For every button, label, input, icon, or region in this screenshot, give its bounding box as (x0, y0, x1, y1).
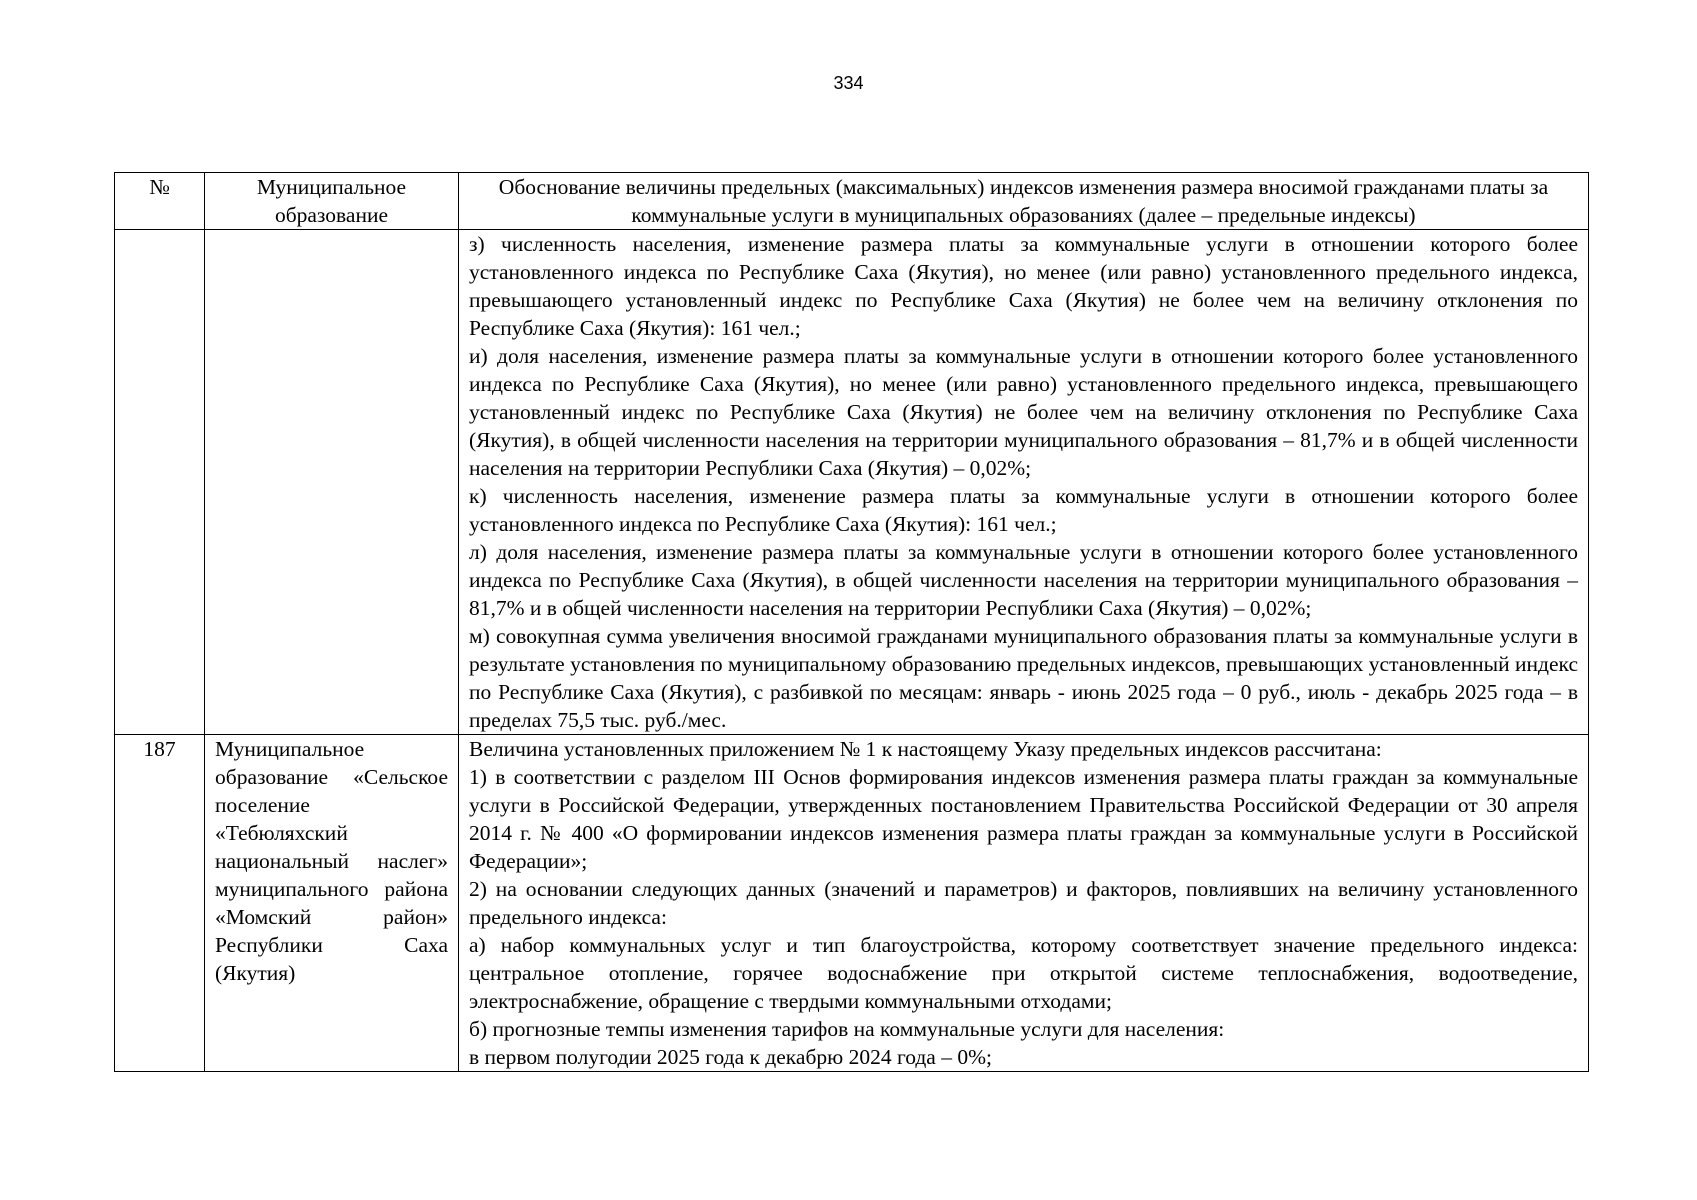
paragraph: 2) на основании следующих данных (значений и параметров) и факторов, повлиявших на величину установленного предельного индекса: (469, 877, 1578, 929)
paragraph: а) набор коммунальных услуг и тип благоустройства, которому соответствует значение предельного индекса: центральное отопление, горячее водоснабжение при открытой системе теплоснабжения, водоотведение, электроснабжение, обращение с твердыми коммунальными отходами; (469, 933, 1578, 1013)
paragraph: б) прогнозные темпы изменения тарифов на коммунальные услуги для населения: (469, 1017, 1225, 1041)
row-justification (459, 735, 1589, 1072)
row-number (115, 230, 205, 735)
row-municipality (205, 230, 459, 735)
table-row (115, 230, 1589, 735)
justification-table (114, 172, 1589, 1072)
header-municipality: Муниципальное образование (205, 173, 459, 230)
paragraph: в первом полугодии 2025 года к декабрю 2024 года – 0%; (469, 1045, 992, 1069)
table-header-row (115, 173, 1589, 230)
paragraph: и) доля населения, изменение размера платы за коммунальные услуги в отношении которого более установленного индекса по Республике Саха (Якутия), но менее (или равно) установленного предельного индекса, превышающего установленный индекс по Республике Саха (Якутия) не более чем на величину отклонения по Республике Саха (Якутия), в общей численности населения на территории муниципального образования – 81,7% и в общей численности населения на территории Республики Саха (Якутия) – 0,02%; (469, 344, 1578, 480)
paragraph: к) численность населения, изменение размера платы за коммунальные услуги в отношении которого более установленного индекса по Республике Саха (Якутия): 161 чел.; (469, 484, 1578, 536)
paragraph: л) доля населения, изменение размера платы за коммунальные услуги в отношении которого более установленного индекса по Республике Саха (Якутия), в общей численности населения на территории муниципального образования – 81,7% и в общей численности населения на территории Республики Саха (Якутия) – 0,02%; (469, 540, 1578, 620)
table-row (115, 735, 1589, 1072)
paragraph: Величина установленных приложением № 1 к настоящему Указу предельных индексов рассчитана: (469, 737, 1382, 761)
paragraph: з) численность населения, изменение размера платы за коммунальные услуги в отношении которого более установленного индекса по Республике Саха (Якутия), но менее (или равно) установленного предельного индекса, превышающего установленный индекс по Республике Саха (Якутия) не более чем на величину отклонения по Республике Саха (Якутия): 161 чел.; (469, 232, 1578, 340)
header-justification: Обоснование величины предельных (максимальных) индексов изменения размера вносимой гражданами платы за коммунальные услуги в муниципальных образованиях (далее – предельные индексы) (459, 173, 1589, 230)
row-justification (459, 230, 1589, 735)
row-number: 187 (115, 735, 205, 1072)
header-number: № (115, 173, 205, 230)
paragraph: 1) в соответствии с разделом III Основ формирования индексов изменения размера платы граждан за коммунальные услуги в Российской Федерации, утвержденных постановлением Правительства Российской Федерации от 30 апреля 2014 г. № 400 «О формировании индексов изменения размера платы граждан за коммунальные услуги в Российской Федерации»; (469, 765, 1578, 873)
row-municipality: Муниципальное образование «Сельское поселение «Тебюляхский национальный наслег» муниципального района «Момский район» Республики Саха (Якутия) (205, 735, 459, 1072)
page-number: 334 (833, 73, 864, 93)
paragraph: м) совокупная сумма увеличения вносимой гражданами муниципального образования платы за коммунальные услуги в результате установления по муниципальному образованию предельных индексов, превышающих установленный индекс по Республике Саха (Якутия), с разбивкой по месяцам: январь - июнь 2025 года – 0 руб., июль - декабрь 2025 года – в пределах 75,5 тыс. руб./мес. (469, 624, 1578, 732)
